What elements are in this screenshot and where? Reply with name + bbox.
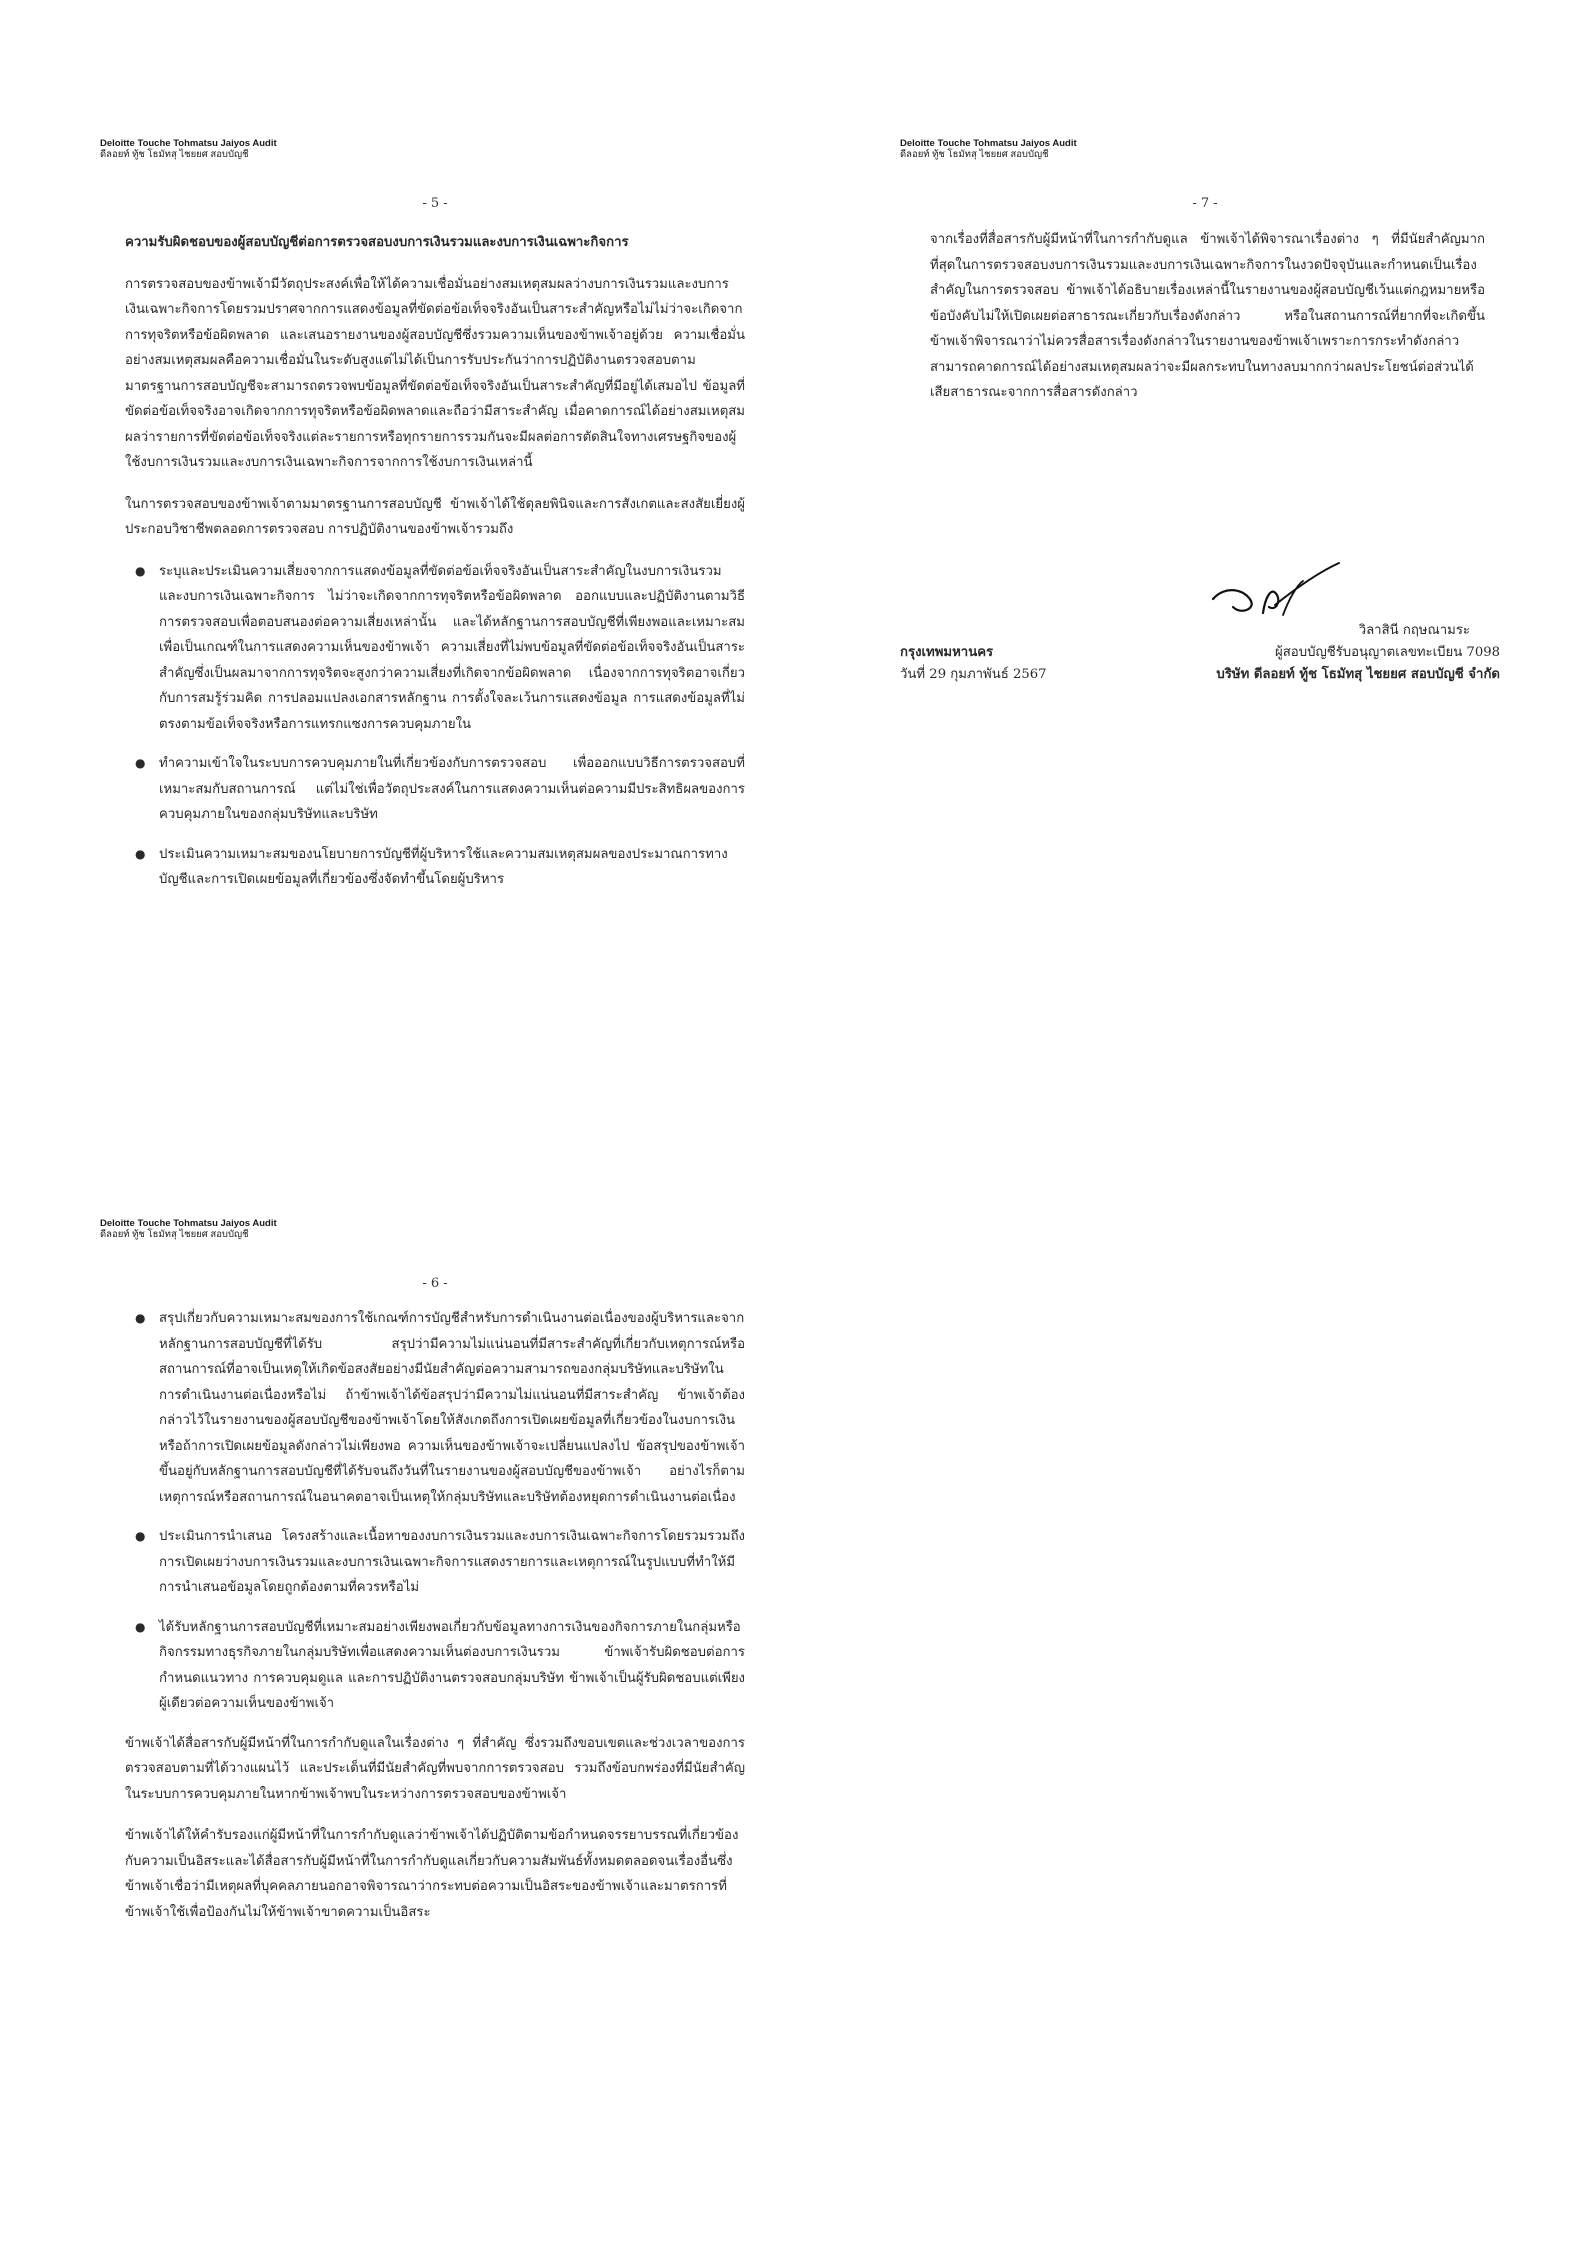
bullet-dot-icon: ● — [135, 1529, 146, 1543]
bullet-list — [125, 1306, 745, 1717]
page-number: - 7 - — [1192, 196, 1218, 211]
paragraph: ข้าพเจ้าได้ให้คำรับรองแก่ผู้มีหน้าที่ในการกำกับดูแลว่าข้าพเจ้าได้ปฏิบัติตามข้อกำหนดจรรยาบรรณที่เกี่ยวข้องกับความเป็นอิสระและได้สื่อสารกับผู้มีหน้าที่ในการกำกับดูแลเกี่ยวกับความสัมพันธ์ทั้งหมดตลอดจนเรื่องอื่นซึ่งข้าพเจ้าเชื่อว่ามีเหตุผลที่บุคคลภายนอกอาจพิจารณาว่ากระทบต่อความเป็นอิสระของข้าพเจ้าและมาตรการที่ข้าพเจ้าใช้เพื่อป้องกันไม่ให้ข้าพเจ้าขาดความเป็นอิสระ — [125, 1828, 739, 1920]
bullet-dot-icon: ● — [135, 1311, 146, 1325]
firm-name-th: ดีลอยท์ ทู้ช โธมัทสุ ไชยยศ สอบบัญชี — [100, 1229, 249, 1240]
firm-name-en: Deloitte Touche Tohmatsu Jaiyos Audit — [900, 138, 1077, 149]
firm-name-th: ดีลอยท์ ทู้ช โธมัทสุ ไชยยศ สอบบัญชี — [900, 149, 1049, 160]
signature-image — [1205, 555, 1345, 625]
bullet-item — [125, 1615, 745, 1717]
bullet-item — [125, 842, 745, 893]
paragraph: ในการตรวจสอบของข้าพเจ้าตามมาตรฐานการสอบบัญชี ข้าพเจ้าได้ใช้ดุลยพินิจและการสังเกตและสงสัยเยี่ยงผู้ประกอบวิชาชีพตลอดการตรวจสอบ การปฏิบัติงานของข้าพเจ้ารวมถึง — [125, 496, 745, 537]
paragraph: จากเรื่องที่สื่อสารกับผู้มีหน้าที่ในการกำกับดูแล ข้าพเจ้าได้พิจารณาเรื่องต่าง ๆ ที่มีนัยสำคัญมากที่สุดในการตรวจสอบงบการเงินรวมและงบการเงินเฉพาะกิจการในงวดปัจจุบันและกำหนดเป็นเรื่องสำคัญในการตรวจสอบ ข้าพเจ้าได้อธิบายเรื่องเหล่านี้ในรายงานของผู้สอบบัญชีเว้นแต่กฎหมายหรือข้อบังคับไม่ให้เปิดเผยต่อสาธารณะเกี่ยวกับเรื่องดังกล่าว หรือในสถานการณ์ที่ยากที่จะเกิดขึ้น ข้าพเจ้าพิจารณาว่าไม่ควรสื่อสารเรื่องดังกล่าวในรายงานของข้าพเจ้าเพราะการกระทำดังกล่าวสามารถคาดการณ์ได้อย่างสมเหตุสมผลว่าจะมีผลกระทบในทางลบมากกว่าผลประโยชน์ต่อส่วนได้เสียสาธารณะจากการสื่อสารดังกล่าว — [930, 232, 1485, 400]
bullet-dot-icon: ● — [135, 563, 146, 578]
paragraph: การตรวจสอบของข้าพเจ้ามีวัตถุประสงค์เพื่อให้ได้ความเชื่อมั่นอย่างสมเหตุสมผลว่างบการเงินรวมและงบการเงินเฉพาะกิจการโดยรวมปราศจากการแสดงข้อมูลที่ขัดต่อข้อเท็จจริงอันเป็นสาระสำคัญหรือไม่ไม่ว่าจะเกิดจากการทุจริตหรือข้อผิดพลาด และเสนอรายงานของผู้สอบบัญชีซึ่งรวมความเห็นของข้าพเจ้าอยู่ด้วย ความเชื่อมั่นอย่างสมเหตุสมผลคือความเชื่อมั่นในระดับสูงแต่ไม่ได้เป็นการรับประกันว่าการปฏิบัติงานตรวจสอบตามมาตรฐานการสอบบัญชีจะสามารถตรวจพบข้อมูลที่ขัดต่อข้อเท็จจริงอันเป็นสาระสำคัญที่มีอยู่ได้เสมอไป ข้อมูลที่ขัดต่อข้อเท็จจริงอาจเกิดจากการทุจริตหรือข้อผิดพลาดและถือว่ามีสาระสำคัญ เมื่อคาดการณ์ได้อย่างสมเหตุสมผลว่ารายการที่ขัดต่อข้อเท็จจริงแต่ละรายการหรือทุกรายการรวมกันจะมีผลต่อการตัดสินใจทางเศรษฐกิจของผู้ใช้งบการเงินรวมและงบการเงินเฉพาะกิจการจากการใช้งบการเงินเหล่านี้ — [125, 276, 745, 470]
paragraph: ข้าพเจ้าได้สื่อสารกับผู้มีหน้าที่ในการกำกับดูแลในเรื่องต่าง ๆ ที่สำคัญ ซึ่งรวมถึงขอบเขตและช่วงเวลาของการตรวจสอบตามที่ได้วางแผนไว้ และประเด็นที่มีนัยสำคัญที่พบจากการตรวจสอบ รวมถึงข้อบกพร่องที่มีนัยสำคัญในระบบการควบคุมภายในหากข้าพเจ้าพบในระหว่างการตรวจสอบของข้าพเจ้า — [125, 1735, 745, 1802]
bullet-text: ประเมินการนำเสนอ โครงสร้างและเนื้อหาของงบการเงินรวมและงบการเงินเฉพาะกิจการโดยรวมรวมถึงการเปิดเผยว่างบการเงินรวมและงบการเงินเฉพาะกิจการแสดงรายการและเหตุการณ์ในรูปแบบที่ทำให้มีการนำเสนอข้อมูลโดยถูกต้องตามที่ควรหรือไม่ — [159, 1529, 745, 1595]
signer-name: วิลาสินี กฤษณามระ — [1358, 623, 1470, 638]
city: กรุงเทพมหานคร — [900, 645, 994, 660]
page-6-body — [125, 1306, 745, 1941]
bullet-text: ได้รับหลักฐานการสอบบัญชีที่เหมาะสมอย่างเพียงพอเกี่ยวกับข้อมูลทางการเงินของกิจการภายในกลุ่มหรือกิจกรรมทางธุรกิจภายในกลุ่มบริษัทเพื่อแสดงความเห็นต่องบการเงินรวม ข้าพเจ้ารับผิดชอบต่อการกำหนดแนวทาง การควบคุมดูแล และการปฏิบัติงานตรวจสอบกลุ่มบริษัท ข้าพเจ้าเป็นผู้รับผิดชอบแต่เพียงผู้เดียวต่อความเห็นของข้าพเจ้า — [159, 1619, 745, 1711]
section-heading: ความรับผิดชอบของผู้สอบบัญชีต่อการตรวจสอบงบการเงินรวมและงบการเงินเฉพาะกิจการ — [125, 235, 629, 250]
bullet-text: ระบุและประเมินความเสี่ยงจากการแสดงข้อมูลที่ขัดต่อข้อเท็จจริงอันเป็นสาระสำคัญในงบการเงินรวมและงบการเงินเฉพาะกิจการ ไม่ว่าจะเกิดจากการทุจริตหรือข้อผิดพลาด ออกแบบและปฏิบัติงานตามวิธีการตรวจสอบเพื่อตอบสนองต่อความเสี่ยงเหล่านั้น และได้หลักฐานการสอบบัญชีที่เพียงพอและเหมาะสมเพื่อเป็นเกณฑ์ในการแสดงความเห็นของข้าพเจ้า ความเสี่ยงที่ไม่พบข้อมูลที่ขัดต่อข้อเท็จจริงอันเป็นสาระสำคัญซึ่งเป็นผลมาจากการทุจริตจะสูงกว่าความเสี่ยงที่เกิดจากข้อผิดพลาด เนื่องจากการทุจริตอาจเกี่ยวกับการสมรู้ร่วมคิด การปลอมแปลงเอกสารหลักฐาน การตั้งใจละเว้นการแสดงข้อมูล การแสดงข้อมูลที่ไม่ตรงตามข้อเท็จจริงหรือการแทรกแซงการควบคุมภายใน — [159, 563, 745, 732]
audit-firm-name: บริษัท ดีลอยท์ ทู้ช โธมัทสุ ไชยยศ สอบบัญชี จำกัด — [1216, 667, 1500, 682]
page-6 — [85, 1190, 785, 2220]
cpa-registration: ผู้สอบบัญชีรับอนุญาตเลขทะเบียน 7098 — [1275, 645, 1500, 660]
firm-header — [100, 1218, 277, 1240]
page-5-body — [125, 230, 745, 907]
firm-header — [100, 138, 277, 160]
page-number: - 6 - — [422, 1276, 448, 1291]
bullet-item — [125, 751, 745, 828]
bullet-text: ทำความเข้าใจในระบบการควบคุมภายในที่เกี่ยวข้องกับการตรวจสอบ เพื่อออกแบบวิธีการตรวจสอบที่เหมาะสมกับสถานการณ์ แต่ไม่ใช่เพื่อวัตถุประสงค์ในการแสดงความเห็นต่อความมีประสิทธิผลของการควบคุมภายในของกลุ่มบริษัทและบริษัท — [159, 756, 745, 822]
page-number: - 5 - — [422, 196, 448, 211]
bullet-item — [125, 559, 745, 738]
page-7 — [885, 110, 1525, 710]
bullet-dot-icon: ● — [135, 1619, 146, 1634]
firm-header — [900, 138, 1077, 160]
firm-name-en: Deloitte Touche Tohmatsu Jaiyos Audit — [100, 1218, 277, 1229]
bullet-text: สรุปเกี่ยวกับความเหมาะสมของการใช้เกณฑ์การบัญชีสำหรับการดำเนินงานต่อเนื่องของผู้บริหารและจากหลักฐานการสอบบัญชีที่ได้รับ สรุปว่ามีความไม่แน่นอนที่มีสาระสำคัญที่เกี่ยวกับเหตุการณ์หรือสถานการณ์ที่อาจเป็นเหตุให้เกิดข้อสงสัยอย่างมีนัยสำคัญต่อความสามารถของกลุ่มบริษัทและบริษัทในการดำเนินงานต่อเนื่องหรือไม่ ถ้าข้าพเจ้าได้ข้อสรุปว่ามีความไม่แน่นอนที่มีสาระสำคัญ ข้าพเจ้าต้องกล่าวไว้ในรายงานของผู้สอบบัญชีของข้าพเจ้าโดยให้สังเกตถึงการเปิดเผยข้อมูลที่เกี่ยวข้องในงบการเงิน หรือถ้าการเปิดเผยข้อมูลดังกล่าวไม่เพียงพอ ความเห็นของข้าพเจ้าจะเปลี่ยนแปลงไป ข้อสรุปของข้าพเจ้าขึ้นอยู่กับหลักฐานการสอบบัญชีที่ได้รับจนถึงวันที่ในรายงานของผู้สอบบัญชีของข้าพเจ้า อย่างไรก็ตาม เหตุการณ์หรือสถานการณ์ในอนาคตอาจเป็นเหตุให้กลุ่มบริษัทและบริษัทต้องหยุดการดำเนินงานต่อเนื่อง — [159, 1311, 745, 1505]
bullet-dot-icon: ● — [135, 756, 146, 770]
page-5 — [85, 110, 785, 1110]
signature-block — [900, 620, 1520, 686]
report-date: วันที่ 29 กุมภาพันธ์ 2567 — [900, 667, 1047, 682]
bullet-list — [125, 559, 745, 893]
firm-name-en: Deloitte Touche Tohmatsu Jaiyos Audit — [100, 138, 277, 149]
firm-name-th: ดีลอยท์ ทู้ช โธมัทสุ ไชยยศ สอบบัญชี — [100, 149, 249, 160]
bullet-dot-icon: ● — [135, 846, 146, 861]
bullet-item — [125, 1306, 745, 1510]
page-7-body — [930, 227, 1485, 422]
bullet-text: ประเมินความเหมาะสมของนโยบายการบัญชีที่ผู้บริหารใช้และความสมเหตุสมผลของประมาณการทางบัญชีและการเปิดเผยข้อมูลที่เกี่ยวข้องซึ่งจัดทำขึ้นโดยผู้บริหาร — [159, 846, 728, 887]
bullet-item — [125, 1524, 745, 1601]
